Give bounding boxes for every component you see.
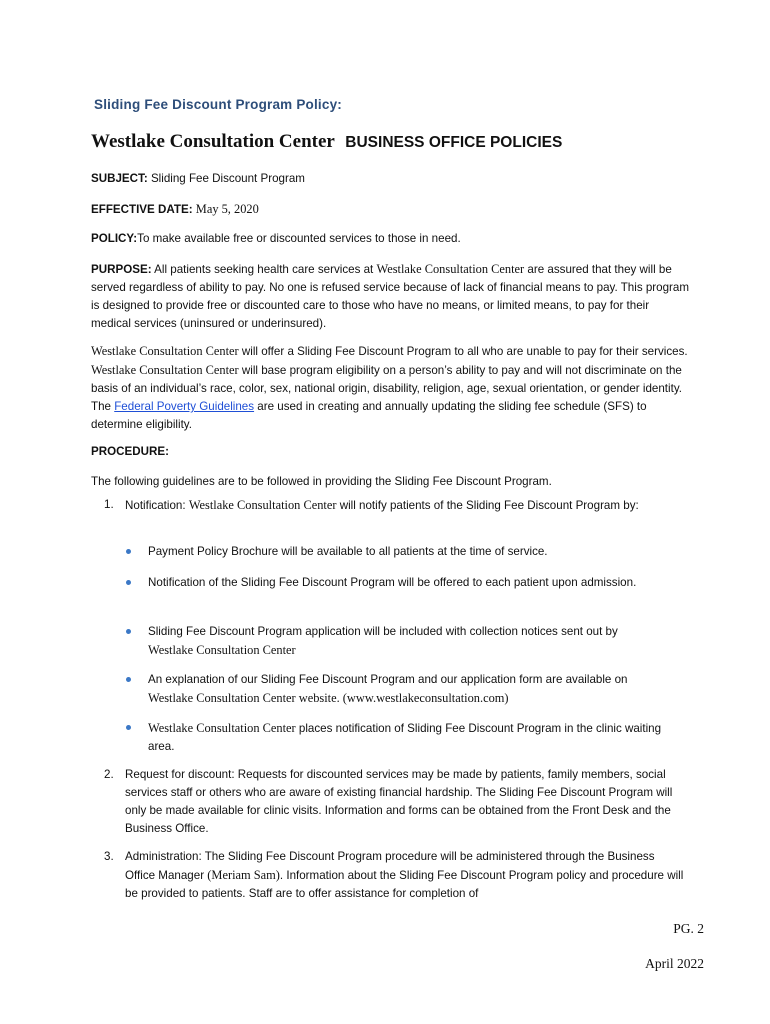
bullet-3-org: Westlake Consultation Center [148, 643, 296, 657]
policy-value: To make available free or discounted services to those in need. [137, 232, 461, 245]
item-3-text-1: Administration: The Sliding Fee Discount Program procedure will be administered through the Business Office Manager [125, 850, 655, 882]
purpose-text-1: All patients seeking health care services at [154, 263, 374, 276]
intro-paragraph [91, 342, 691, 434]
list-number: 1. [104, 498, 114, 511]
bullet-text: Notification of the Sliding Fee Discount Program will be offered to each patient upon admission. [148, 576, 637, 589]
top-heading: Sliding Fee Discount Program Policy: [94, 97, 342, 112]
federal-poverty-guidelines-link[interactable]: Federal Poverty Guidelines [114, 400, 255, 413]
intro-text-1: will offer a Sliding Fee Discount Program to all who are unable to pay for their services. [241, 345, 688, 358]
purpose-text-2: are assured that they will be served regardless of ability to pay. No one is refused service because of lack of financial means to pay. This program is designed to provide free or discounted care to those who have no means, or limited means, to pay for their medical services (uninsured or underinsured). [91, 263, 690, 330]
bullet-text [148, 719, 688, 756]
subject-value: Sliding Fee Discount Program [150, 172, 305, 185]
bullet-5-text: places notification of Sliding Fee Discount Program in the clinic waiting area. [148, 722, 662, 753]
item-3-person: (Meriam Sam) [207, 868, 280, 882]
org-name: Westlake Consultation Center [91, 131, 335, 152]
effective-date-line [91, 200, 691, 219]
list-item-text [125, 848, 685, 903]
policy-label: POLICY: [91, 232, 138, 245]
footer-date: April 2022 [645, 956, 704, 971]
bullet-text [148, 623, 688, 659]
effective-date-label: EFFECTIVE DATE: [91, 203, 193, 216]
effective-date-value: May 5, 2020 [195, 202, 259, 216]
purpose-org: Westlake Consultation Center [376, 262, 525, 276]
item-1-text-1: Notification: [125, 499, 186, 512]
page-title [91, 131, 562, 153]
bullet-text: Payment Policy Brochure will be available to all patients at the time of service. [148, 545, 548, 558]
subject-line [91, 170, 691, 188]
policy-line [91, 230, 691, 248]
bullet-icon [126, 725, 131, 730]
bullet-3-text: Sliding Fee Discount Program application will be included with collection notices sent out by [148, 625, 618, 638]
purpose-paragraph [91, 260, 691, 333]
bullet-icon [126, 549, 131, 554]
subject-label: SUBJECT: [91, 172, 148, 185]
bullet-5-org: Westlake Consultation Center [148, 721, 296, 735]
bullet-text [148, 671, 688, 707]
item-1-org: Westlake Consultation Center [188, 498, 337, 512]
item-1-text-2: will notify patients of the Sliding Fee Discount Program by: [339, 499, 639, 512]
item-3-text-2: . Information about the Sliding Fee Discount Program policy and procedure will be provided to patients. Staff are to offer assistance for completion of [125, 869, 684, 900]
intro-org-1: Westlake Consultation Center [91, 344, 239, 358]
list-item-text: Request for discount: Requests for discounted services may be made by patients, family members, social services staff or others who are aware of existing financial hardship. The Sliding Fee Discount Program will only be made available for clinic visits. Information and forms can be obtained from the Front Desk and the Business Office. [125, 768, 673, 835]
procedure-intro: The following guidelines are to be followed in providing the Sliding Fee Discount Program. [91, 475, 552, 488]
procedure-heading [91, 443, 691, 461]
procedure-label: PROCEDURE: [91, 445, 169, 458]
page-number: PG. 2 [673, 921, 704, 936]
intro-text-3: are used in creating and annually updating the sliding fee schedule (SFS) to determine eligibility. [91, 400, 647, 431]
list-number: 2. [104, 768, 114, 781]
purpose-label: PURPOSE: [91, 263, 152, 276]
bullet-icon [126, 580, 131, 585]
policy-title: BUSINESS OFFICE POLICIES [345, 134, 563, 151]
bullet-icon [126, 629, 131, 634]
intro-org-2: Westlake Consultation Center [91, 363, 239, 377]
bullet-4-text: An explanation of our Sliding Fee Discount Program and our application form are available on [148, 673, 628, 686]
bullet-icon [126, 677, 131, 682]
list-item-text [125, 496, 685, 515]
list-number: 3. [104, 850, 114, 863]
intro-text-2: will base program eligibility on a person’s ability to pay and will not discriminate on the basis of an individual’s race, color, sex, national origin, disability, religion, age, sexual orientation, or gender identity. The [91, 364, 682, 413]
bullet-4-org: Westlake Consultation Center website. (www.westlakeconsultation.com) [148, 691, 509, 705]
